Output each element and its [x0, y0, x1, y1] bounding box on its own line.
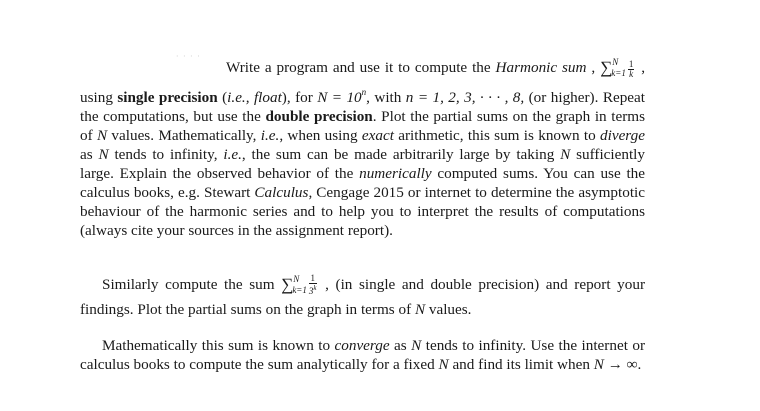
paragraph-harmonic: Write a program and use it to compute the Harmonic sum , ∑$^N_{k=1}$ $\frac{1}{k}$ , using single precision (i.e., float), for $N = 10^n$, with n = 1, 2, 3, · · · , 8, (or higher). Repeat the computations, but use the double precision. Plot the partial sums on the graph in terms of N values. Mathematically, i.e., when using exact arithmetic, this sum is known to diverge as N tends to infinity, i.e., the sum can be made arbitrarily large by taking N sufficiently large. Explain the observed behavior of the numerically computed sums. You can use the calculus books, e.g. Stewart Calculus, Cengage 2015 or internet to determine the asymptotic behaviour of the harmonic series and to help you to interpret the results of computations (always cite your sources in the assignment report).: [80, 57, 646, 239]
double-precision-term: double precision: [265, 108, 373, 125]
harmonic-sum-term: Harmonic sum: [495, 59, 587, 76]
paragraph-converge: Mathematically this sum is known to converge as N tends to infinity. Use the internet or calculus books to compute the sum analytically for a fixed N and find its limit when N → ∞.: [80, 337, 646, 373]
sum-expression: ∑$^N_{k=1}$ $\frac{1}{k}$: [600, 57, 634, 79]
sum-expression-2: ∑$^N_{k=1}$ $\frac{1}{3^k}$: [281, 273, 317, 296]
faint-mark: · · · ·: [176, 52, 201, 61]
paragraph-geometric: Similarly compute the sum ∑$^N_{k=1}$ $\frac{1}{3^k}$ , (in single and double precision) and report your findings. Plot the partial sums on the graph in terms of N values.: [80, 273, 646, 318]
single-precision-term: single precision: [117, 89, 218, 106]
